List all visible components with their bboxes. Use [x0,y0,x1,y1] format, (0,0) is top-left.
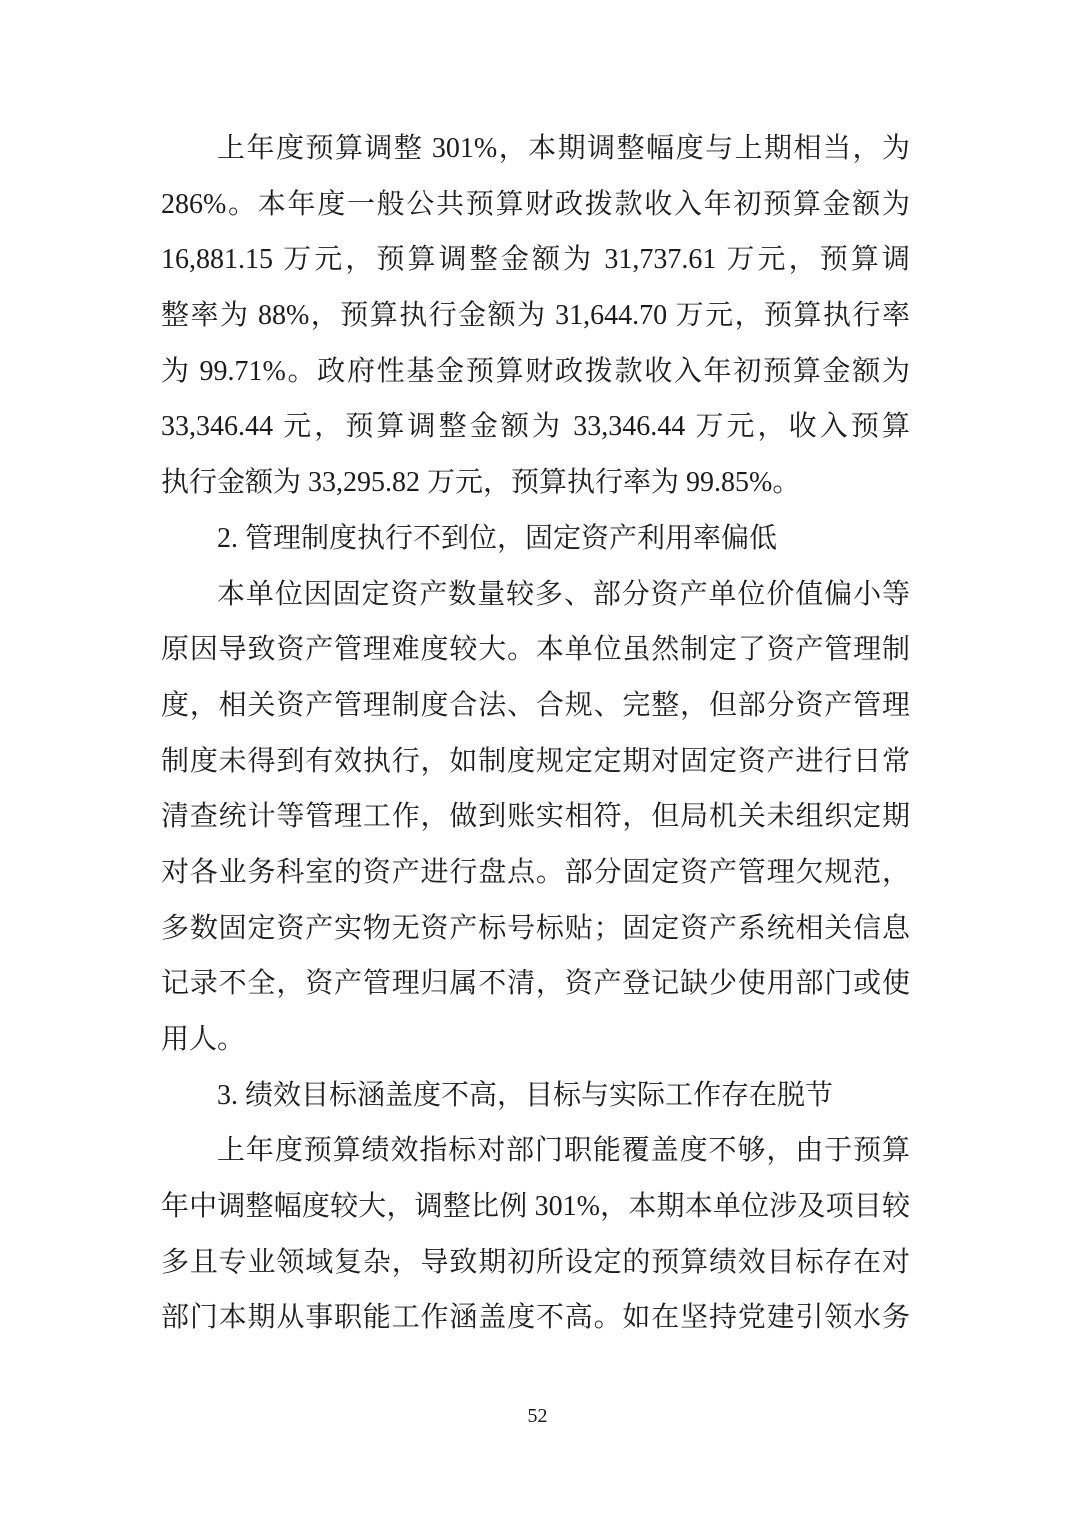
text-line: 制度未得到有效执行，如制度规定定期对固定资产进行日常 [161,745,910,777]
numbered-heading [161,511,910,567]
text-line: 执行金额为 33,295.82 万元，预算执行率为 99.85%。 [161,467,801,499]
text-line: 多且专业领域复杂，导致期初所设定的预算绩效目标存在对 [161,1246,910,1278]
text-line: 用人。 [161,1024,246,1055]
numbered-heading [161,1068,910,1124]
text-line: 清查统计等管理工作，做到账实相符，但局机关未组织定期 [161,801,910,833]
text-line: 多数固定资产实物无资产标号标贴；固定资产系统相关信息 [161,912,910,944]
text-line: 16,881.15 万元，预算调整金额为 31,737.61 万元，预算调 [161,244,910,276]
text-line: 33,346.44 元，预算调整金额为 33,346.44 万元，收入预算 [161,411,910,443]
text-line: 记录不全，资产管理归属不清，资产登记缺少使用部门或使 [161,968,910,1000]
paragraph [161,121,910,511]
page-number: 52 [527,1405,548,1427]
text-line: 上年度预算绩效指标对部门职能覆盖度不够，由于预算 [217,1135,910,1167]
text-line: 年中调整幅度较大，调整比例 301%，本期本单位涉及项目较 [161,1191,910,1223]
text-line: 部门本期从事职能工作涵盖度不高。如在坚持党建引领水务 [161,1302,910,1334]
text-line: 2. 管理制度执行不到位，固定资产利用率偏低 [217,522,778,554]
text-line: 为 99.71%。政府性基金预算财政拨款收入年初预算金额为 [161,355,910,387]
text-line: 286%。本年度一般公共预算财政拨款收入年初预算金额为 [161,188,910,220]
page-footer [0,1403,1075,1429]
text-line: 对各业务科室的资产进行盘点。部分固定资产管理欠规范， [161,856,910,888]
text-line: 度，相关资产管理制度合法、合规、完整，但部分资产管理 [161,689,910,721]
paragraph [161,1123,910,1346]
text-line: 整率为 88%，预算执行金额为 31,644.70 万元，预算执行率 [161,300,910,332]
text-line: 原因导致资产管理难度较大。本单位虽然制定了资产管理制 [161,634,910,666]
paragraph [161,567,910,1068]
text-line: 上年度预算调整 301%，本期调整幅度与上期相当，为 [217,133,910,164]
text-line: 3. 绩效目标涵盖度不高，目标与实际工作存在脱节 [217,1079,834,1111]
text-line: 本单位因固定资产数量较多、部分资产单位价值偏小等 [217,578,910,610]
document-body [161,121,910,1346]
